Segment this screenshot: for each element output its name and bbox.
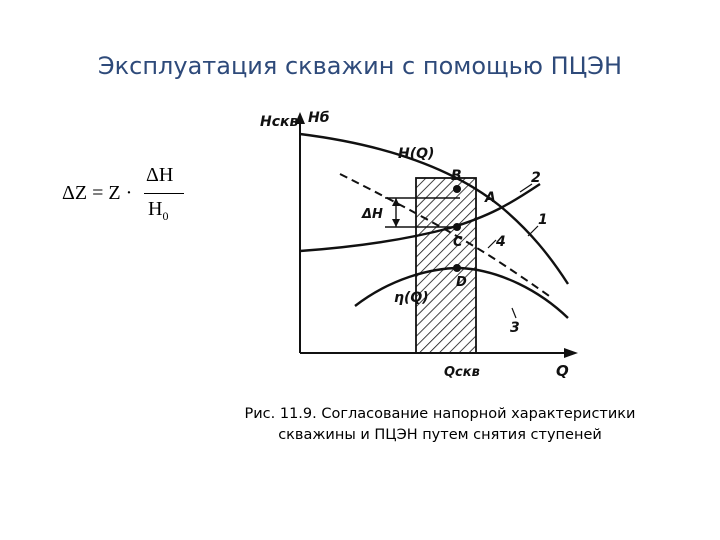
curve-4-label: 4 [496,234,506,250]
formula-lhs: ΔZ = Z · [62,182,133,204]
delta-h-arrow-head-up [392,198,400,206]
formula-denominator [148,198,168,224]
x-axis-label: Q [556,362,569,380]
figure-caption [200,404,680,446]
point-c-marker [453,223,461,231]
hatched-band [416,178,476,353]
formula-denominator-sub: 0 [162,209,169,223]
slide-title: Эксплуатация скважин с помощью ПЦЭН [97,52,623,80]
fraction-bar [144,193,184,194]
point-d-label: D [456,275,467,290]
formula-denominator-base: H [148,198,163,220]
delta-h-arrow-head-down [392,219,400,227]
x-tick-label-qskv: Qскв [444,365,480,380]
leader-1 [528,226,538,236]
y-axis-label-hskv: Hскв [260,114,299,130]
curve-h-label: H(Q) [398,146,435,162]
point-a-label: A [485,190,496,206]
y-axis-label-hb: Hб [308,110,330,126]
point-d-marker [453,264,461,272]
curve-2-label: 2 [531,170,541,186]
point-b-marker [453,185,461,193]
point-c-label: C [453,235,463,250]
point-b-label: B [451,168,462,184]
pump-well-diagram [250,96,590,386]
caption-line-2: скважины и ПЦЭН путем снятия ступеней [278,427,602,443]
stage-reduction-formula [62,162,192,232]
caption-line-1: Рис. 11.9. Согласование напорной характеристики [244,406,636,422]
leader-4 [488,240,496,248]
diagram-svg [250,96,590,386]
delta-h-label: ΔH [362,207,383,222]
curve-3-label: 3 [510,320,520,336]
formula-numerator: ΔH [146,164,174,186]
x-axis-arrow [564,348,578,358]
leader-3 [512,308,516,318]
curve-eta-label: η(Q) [394,290,429,306]
curve-1-label: 1 [538,212,548,228]
